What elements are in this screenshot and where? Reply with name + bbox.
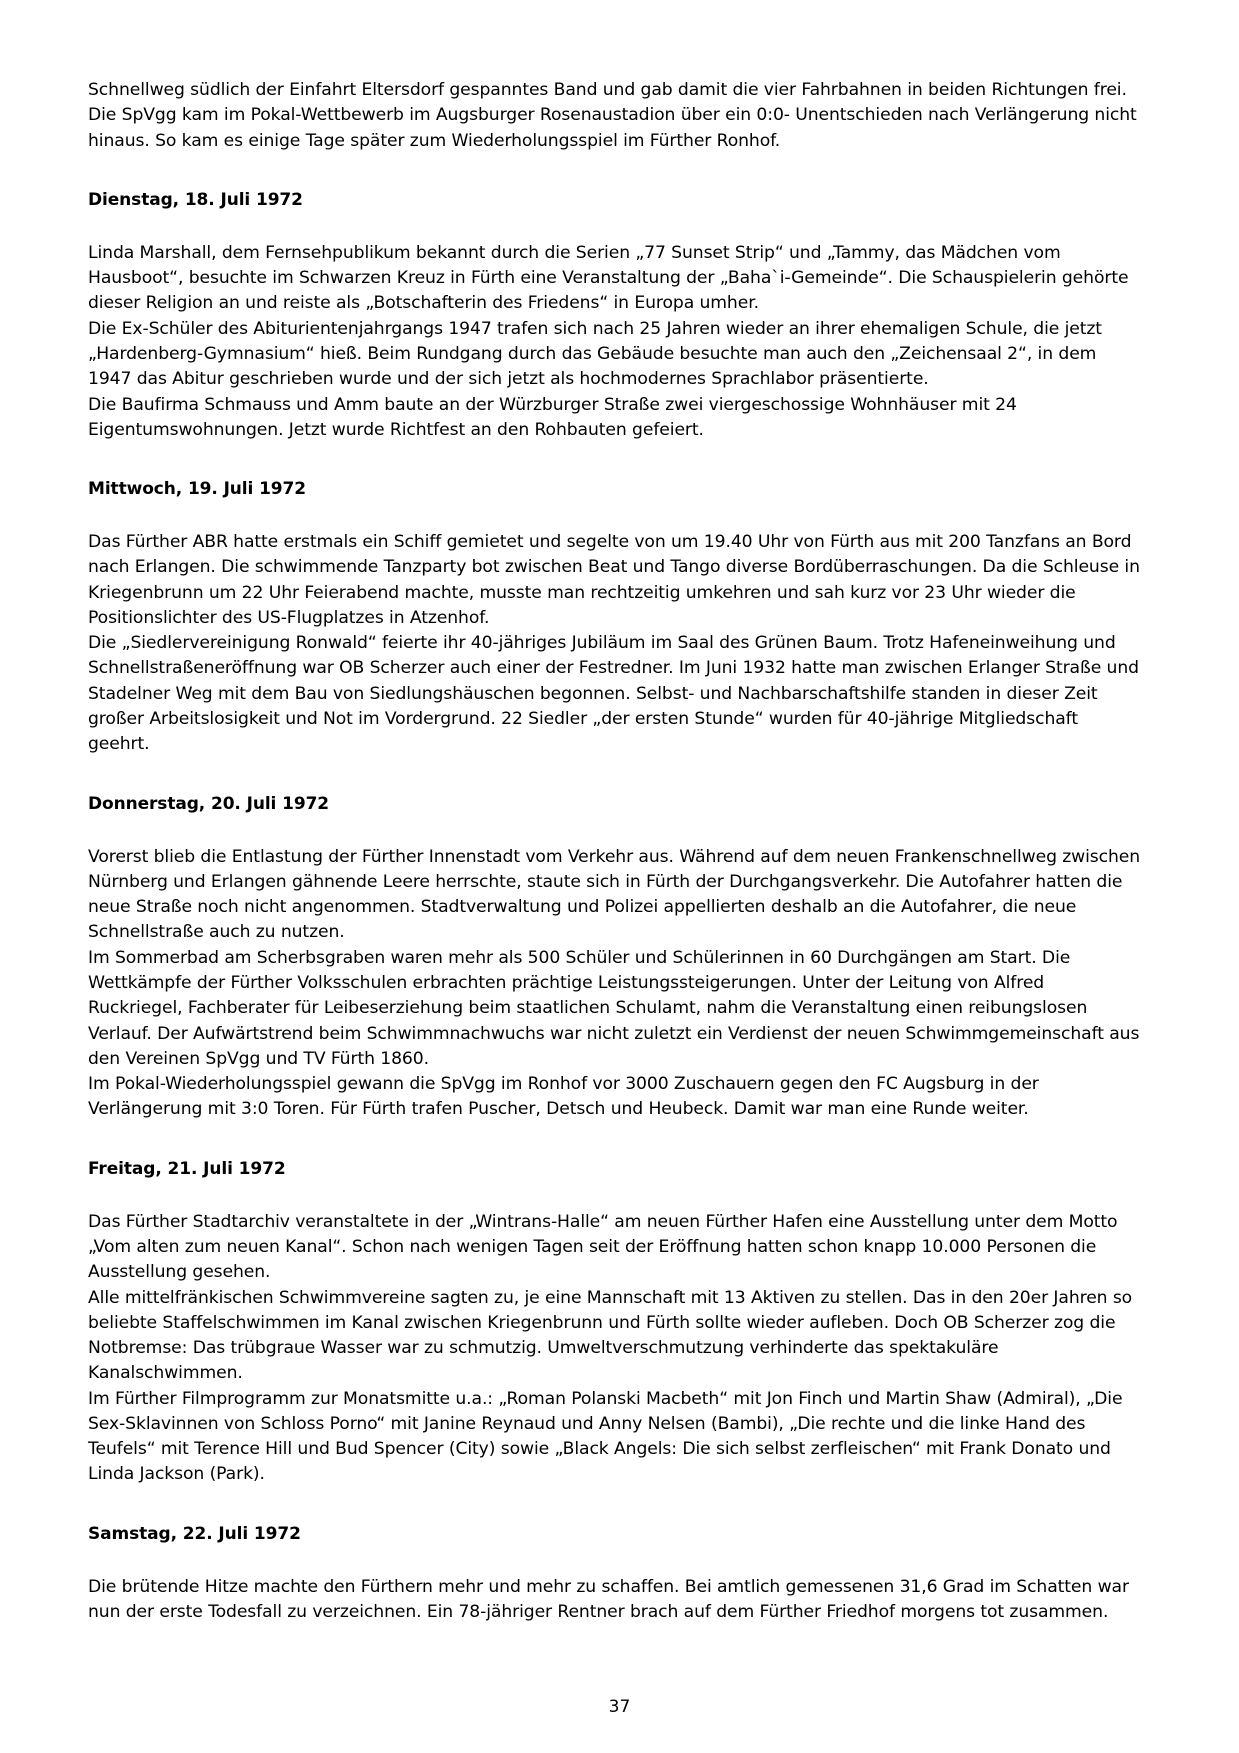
- paragraph: Die Baufirma Schmauss und Amm baute an der Würzburger Straße zwei viergeschossige Wohnhäuser mit 24 Eigentumswohnungen. Jetzt wurde Richtfest an den Rohbauten gefeiert.: [88, 394, 1017, 440]
- paragraph: Das Fürther Stadtarchiv veranstaltete in der „Wintrans-Halle“ am neuen Fürther Hafen eine Ausstellung unter dem Motto „Vom alten zum neuen Kanal“. Schon nach wenigen Tagen seit der Eröffnung hatten schon knapp 10.000 Personen die Ausstellung gesehen.: [88, 1211, 1118, 1283]
- section-donnerstag: [88, 792, 1143, 1123]
- section-heading: Mittwoch, 19. Juli 1972: [88, 479, 306, 500]
- section-freitag: [88, 1157, 1143, 1488]
- paragraph: Das Fürther ABR hatte erstmals ein Schiff gemietet und segelte von um 19.40 Uhr von Fürth aus mit 200 Tanzfans an Bord nach Erlangen. Die schwimmende Tanzparty bot zwischen Beat und Tango diverse Bordüberraschungen. Da die Schleuse in Kriegenbrunn um 22 Uhr Feierabend machte, musste man rechtzeitig umkehren und sah kurz vor 23 Uhr wieder die Positionslichter des US-Flugplatzes in Atzenhof.: [88, 532, 1140, 628]
- section-heading: Dienstag, 18. Juli 1972: [88, 189, 303, 210]
- paragraph: Vorerst blieb die Entlastung der Fürther Innenstadt vom Verkehr aus. Während auf dem neuen Frankenschnellweg zwischen Nürnberg und Erlangen gähnende Leere herrschte, staute sich in Fürth der Durchgangsverkehr. Die Autofahrer hatten die neue Straße noch nicht angenommen. Stadtverwaltung und Polizei appellierten deshalb an die Autofahrer, die neue Schnellstraße auch zu nutzen.: [88, 846, 1141, 943]
- section-heading: Freitag, 21. Juli 1972: [88, 1158, 286, 1179]
- paragraph: Im Fürther Filmprogramm zur Monatsmitte u.a.: „Roman Polanski Macbeth“ mit Jon Finch und Martin Shaw (Admiral), „Die Sex-Sklavinnen von Schloss Porno“ mit Janine Reynaud und Anny Nelsen (Bambi), „Die rechte und die linke Hand des Teufels“ mit Terence Hill und Bud Spencer (City) sowie „Black Angels: Die sich selbst zerfleischen“ mit Frank Donato und Linda Jackson (Park).: [88, 1388, 1123, 1485]
- section-dienstag: [88, 188, 1143, 443]
- paragraph: Im Pokal-Wiederholungsspiel gewann die SpVgg im Ronhof vor 3000 Zuschauern gegen den FC Augsburg in der Verlängerung mit 3:0 Toren. Für Fürth trafen Puscher, Detsch und Heubeck. Damit war man eine Runde weiter.: [88, 1074, 1039, 1120]
- page-number: 37: [608, 1697, 631, 1717]
- section-samstag: [88, 1522, 1143, 1626]
- paragraph: Die Ex-Schüler des Abiturientenjahrgangs 1947 trafen sich nach 25 Jahren wieder an ihrer ehemaligen Schule, die jetzt „Hardenberg-Gymnasium“ hieß. Beim Rundgang durch das Gebäude besuchte man auch den „Zeichensaal 2“, in dem 1947 das Abitur geschrieben wurde und der sich jetzt als hochmodernes Sprachlabor präsentierte.: [88, 318, 1102, 390]
- paragraph: Im Sommerbad am Scherbsgraben waren mehr als 500 Schüler und Schülerinnen in 60 Durchgängen am Start. Die Wettkämpfe der Fürther Volksschulen erbrachten prächtige Leistungssteigerungen. Unter der Leitung von Alfred Ruckriegel, Fachberater für Leibeserziehung beim staatlichen Schulamt, nahm die Veranstaltung einen reibungslosen Verlauf. Der Aufwärtstrend beim Schwimmnachwuchs war nicht zuletzt ein Verdienst der neuen Schwimmgemeinschaft aus den Vereinen SpVgg und TV Fürth 1860.: [88, 947, 1140, 1069]
- document-body: [88, 78, 1143, 1625]
- paragraph: Alle mittelfränkischen Schwimmvereine sagten zu, je eine Mannschaft mit 13 Aktiven zu stellen. Das in den 20er Jahren so beliebte Staffelschwimmen im Kanal zwischen Kriegenbrunn und Fürth sollte wieder aufleben. Doch OB Scherzer zog die Notbremse: Das trübgraue Wasser war zu schmutzig. Umweltverschmutzung verhinderte das spektakuläre Kanalschwimmen.: [88, 1287, 1133, 1384]
- paragraph: Linda Marshall, dem Fernsehpublikum bekannt durch die Serien „77 Sunset Strip“ und „Tammy, das Mädchen vom Hausboot“, besuchte im Schwarzen Kreuz in Fürth eine Veranstaltung der „Baha`i-Gemeinde“. Die Schauspielerin gehörte dieser Religion an und reiste als „Botschafterin des Friedens“ in Europa umher.: [88, 242, 1129, 314]
- paragraph: Die brütende Hitze machte den Fürthern mehr und mehr zu schaffen. Bei amtlich gemessenen 31,6 Grad im Schatten war nun der erste Todesfall zu verzeichnen. Ein 78-jähriger Rentner brach auf dem Fürther Friedhof morgens tot zusammen.: [88, 1576, 1129, 1623]
- intro-block: [88, 78, 1143, 154]
- section-heading: Donnerstag, 20. Juli 1972: [88, 793, 330, 814]
- paragraph: Die SpVgg kam im Pokal-Wettbewerb im Augsburger Rosenaustadion über ein 0:0- Unentschieden nach Verlängerung nicht hinaus. So kam es einige Tage später zum Wiederholungsspiel im Fürther Ronhof.: [88, 105, 1137, 151]
- section-heading: Samstag, 22. Juli 1972: [88, 1523, 301, 1544]
- section-mittwoch: [88, 477, 1143, 758]
- paragraph: Die „Siedlervereinigung Ronwald“ feierte ihr 40-jähriges Jubiläum im Saal des Grünen Baum. Trotz Hafeneinweihung und Schnellstraßeneröffnung war OB Scherzer auch einer der Festredner. Im Juni 1932 hatte man zwischen Erlanger Straße und Stadelner Weg mit dem Bau von Siedlungshäuschen begonnen. Selbst- und Nachbarschaftshilfe standen in dieser Zeit großer Arbeitslosigkeit und Not im Vordergrund. 22 Siedler „der ersten Stunde“ wurden für 40-jährige Mitgliedschaft geehrt.: [88, 633, 1139, 755]
- paragraph: Schnellweg südlich der Einfahrt Eltersdorf gespanntes Band und gab damit die vier Fahrbahnen in beiden Richtungen frei.: [88, 80, 1127, 100]
